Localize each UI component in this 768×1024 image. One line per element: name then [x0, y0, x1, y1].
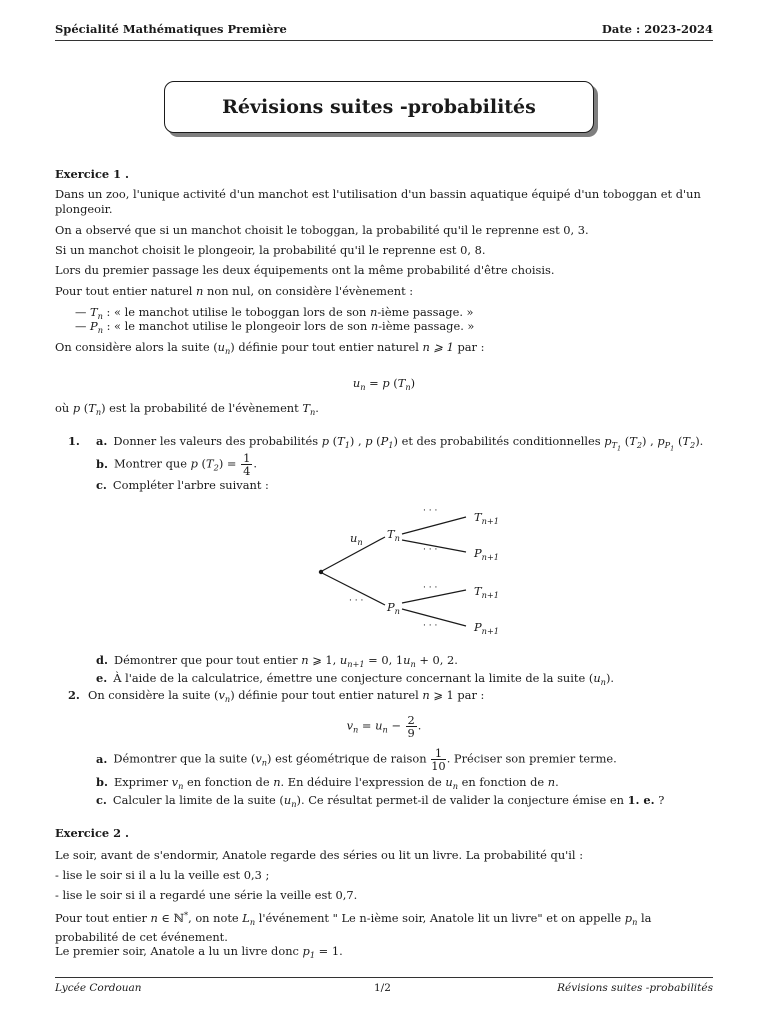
ex1-paragraph-3: Si un manchot choisit le plongeoir, la probabilité qu'il le reprenne est 0, 8.	[55, 243, 486, 257]
text: par :	[453, 340, 485, 354]
footer-page-number: 1/2	[374, 982, 391, 994]
text: P	[387, 600, 395, 614]
page-title: Révisions suites -probabilités	[222, 96, 536, 118]
text: ?	[654, 793, 665, 807]
text: : « le manchot utilise le plongeoir lors de son	[102, 319, 371, 333]
event-Pn-item: — $P_n$ : « le manchot utilise le plongeoir lors de son n-ième passage. »	[75, 319, 475, 335]
text: n+1	[481, 625, 500, 636]
text: en fonction de	[458, 775, 548, 789]
header-date: Date : 2023-2024	[601, 22, 713, 36]
tree-leaf-Tn1-bottom	[474, 584, 499, 600]
branch-Tn-Tn1	[402, 517, 466, 534]
tree-label-un	[350, 531, 363, 547]
label: c.	[96, 793, 107, 807]
text: et des probabilités conditionnelles	[397, 434, 605, 448]
ex1-paragraph-4: Lors du premier passage les deux équipements ont la même probabilité d'être choisis.	[55, 263, 555, 277]
tree-leaf-Pn1-top	[474, 546, 499, 562]
equation-un: $u_n = p$ $(T_n)$	[352, 376, 416, 392]
text: n	[357, 536, 363, 547]
equation-vn: $v_n = u_n$ − $\frac{2}{9}$ .	[346, 713, 422, 740]
text: est la probabilité de l'évènement	[105, 401, 303, 415]
text: P	[474, 620, 482, 634]
math-pTn: p $(T_n)$	[72, 401, 106, 417]
question-1a: a. Donner les valeurs des probabilités p $(T_1)$ , p $(P_1)$ et des probabilités conditionnelles $p_{T_1}$ $(T_2)$ , $p_{P_1}$ $(T_2)$.	[96, 434, 704, 453]
text: définie pour tout entier naturel	[234, 340, 423, 354]
label: a.	[96, 434, 108, 448]
ex2-paragraph-2: - lise le soir si il a lu la veille est 0,3 ;	[55, 868, 270, 882]
text: n+1	[481, 551, 500, 562]
question-1-number: 1.	[68, 434, 80, 448]
tree-leaf-Tn1-top	[474, 510, 499, 526]
text: : « le manchot utilise le toboggan lors de son	[102, 305, 370, 319]
label: c.	[96, 478, 107, 492]
question-2-number: 2.	[68, 688, 80, 702]
text: P	[474, 546, 482, 560]
footer-doc-title: Révisions suites -probabilités	[557, 982, 713, 994]
ex2-paragraph-4: Pour tout entier n ∈ ℕ*, on note $L_n$ l'événement " Le n-ième soir, Anatole lit un livre" et on appelle $p_n$ la probabilité de cet événement.	[55, 910, 652, 944]
text: On considère la suite	[88, 688, 215, 702]
tree-leaf-Pn1-bottom	[474, 620, 499, 636]
fraction-1-4: $\frac{1}{4}$	[243, 451, 251, 478]
label: b.	[96, 456, 108, 471]
tree-node-Tn	[387, 527, 400, 543]
footer-school: Lycée Cordouan	[55, 982, 142, 994]
text: . En déduire l'expression de	[280, 775, 446, 789]
label: b.	[96, 775, 108, 789]
math-Tn: $T_n$	[90, 305, 103, 321]
footer-divider	[55, 977, 713, 978]
ex2-paragraph-5: Le premier soir, Anatole a lu un livre donc $p_1 = 1$.	[55, 944, 343, 960]
text: , on note	[188, 911, 243, 926]
ex2-paragraph-1: Le soir, avant de s'endormir, Anatole regarde des séries ou lit un livre. La probabilité qu'il :	[55, 848, 584, 862]
tree-dots: · · ·	[423, 545, 438, 555]
math-n: n	[370, 319, 379, 333]
ex1-paragraph-7: où p $(T_n)$ est la probabilité de l'évènement $T_n$.	[55, 401, 319, 417]
question-2c: c. Calculer la limite de la suite $(u_n)$. Ce résultat permet-il de valider la conjecture émise en 1. e. ?	[96, 793, 665, 809]
text: où	[55, 401, 73, 415]
math-Tn: $T_n$	[302, 401, 316, 417]
reference: 1. e.	[627, 793, 655, 807]
math-n: n	[196, 284, 204, 298]
text: . Ce résultat permet-il de valider la conjecture émise en	[300, 793, 628, 807]
tree-node-Pn	[387, 600, 400, 616]
header-course: Spécialité Mathématiques Première	[55, 22, 287, 36]
text: en fonction de	[183, 775, 274, 789]
question-1d: d. Démontrer que pour tout entier n ⩾ 1, $u_{n+1} = 0$, $1u_n + 0$, 2.	[96, 653, 458, 669]
question-2-intro: On considère la suite $(v_n)$ définie pour tout entier naturel n ⩾ 1 par :	[88, 688, 485, 704]
text: n	[394, 605, 400, 616]
tree-dots: · · ·	[423, 621, 438, 631]
question-1e: e. À l'aide de la calculatrice, émettre une conjecture concernant la limite de la suite $(u_n)$.	[96, 671, 615, 687]
text: par :	[453, 688, 485, 702]
label: d.	[96, 653, 108, 667]
math-n-geq-1: n ⩾ 1	[422, 340, 454, 354]
text: On considère alors la suite	[55, 340, 214, 354]
text: Pour tout entier	[55, 911, 151, 926]
text: est géométrique de raison	[271, 751, 431, 766]
question-1b: b. Montrer que p $(T_2)$ = $\frac{1}{4}$ .	[96, 451, 257, 478]
question-2a: a. Démontrer que la suite $(v_n)$ est géométrique de raison $\frac{1}{10}$ . Préciser son premier terme.	[96, 746, 617, 773]
event-Tn-item: — $T_n$ : « le manchot utilise le toboggan lors de son n-ième passage. »	[75, 305, 474, 321]
text: n	[394, 532, 400, 543]
text: la probabilité de cet événement.	[55, 911, 652, 944]
text: T	[474, 510, 482, 524]
text: n+1	[481, 515, 499, 526]
tree-dots: · · ·	[423, 583, 438, 593]
text: Démontrer que la suite	[113, 751, 251, 766]
text: n+1	[481, 589, 499, 600]
label: e.	[96, 671, 108, 685]
text: T	[387, 527, 395, 541]
math-Pn: $P_n$	[90, 319, 103, 335]
label: a.	[96, 751, 108, 766]
text: Compléter l'arbre suivant :	[112, 478, 269, 492]
text: Démontrer que pour tout entier	[113, 653, 302, 667]
question-2b: b. Exprimer $v_n$ en fonction de n. En déduire l'expression de $u_n$ en fonction de n.	[96, 775, 559, 791]
text: -ième passage. »	[377, 305, 474, 319]
text: T	[474, 584, 482, 598]
text: u	[350, 531, 358, 545]
text: -ième passage. »	[378, 319, 475, 333]
tree-dots: · · ·	[423, 506, 438, 516]
ex1-paragraph-2: On a observé que si un manchot choisit le toboggan, la probabilité qu'il le reprenne est 0, 3.	[55, 223, 589, 237]
text: Montrer que	[113, 456, 191, 471]
text: Donner les valeurs des probabilités	[113, 434, 322, 448]
text: définie pour tout entier naturel	[234, 688, 423, 702]
text: . Préciser son premier terme.	[446, 751, 617, 766]
math-n: n	[369, 305, 378, 319]
text: Exprimer	[113, 775, 172, 789]
ex1-paragraph-1: Dans un zoo, l'unique activité d'un manchot est l'utilisation d'un bassin aquatique équipé d'un toboggan et d'un plongeoir.	[55, 187, 701, 216]
text: Calculer la limite de la suite	[112, 793, 280, 807]
math-un-seq: $(u_n)$	[213, 340, 235, 356]
text: non nul, on considère l'évènement :	[203, 284, 414, 298]
tree-dots: · · ·	[349, 596, 364, 606]
exercise-1-heading: Exercice 1 .	[55, 167, 129, 181]
text: l'événement " Le n-ième soir, Anatole lit un livre" et on appelle	[255, 911, 625, 926]
ex2-paragraph-3: - lise le soir si il a regardé une série la veille est 0,7.	[55, 888, 358, 902]
text: À l'aide de la calculatrice, émettre une conjecture concernant la limite de la suite	[113, 671, 589, 685]
exercise-2-heading: Exercice 2 .	[55, 826, 129, 840]
text: Le premier soir, Anatole a lu un livre donc	[55, 944, 303, 958]
text: Pour tout entier naturel	[55, 284, 197, 298]
